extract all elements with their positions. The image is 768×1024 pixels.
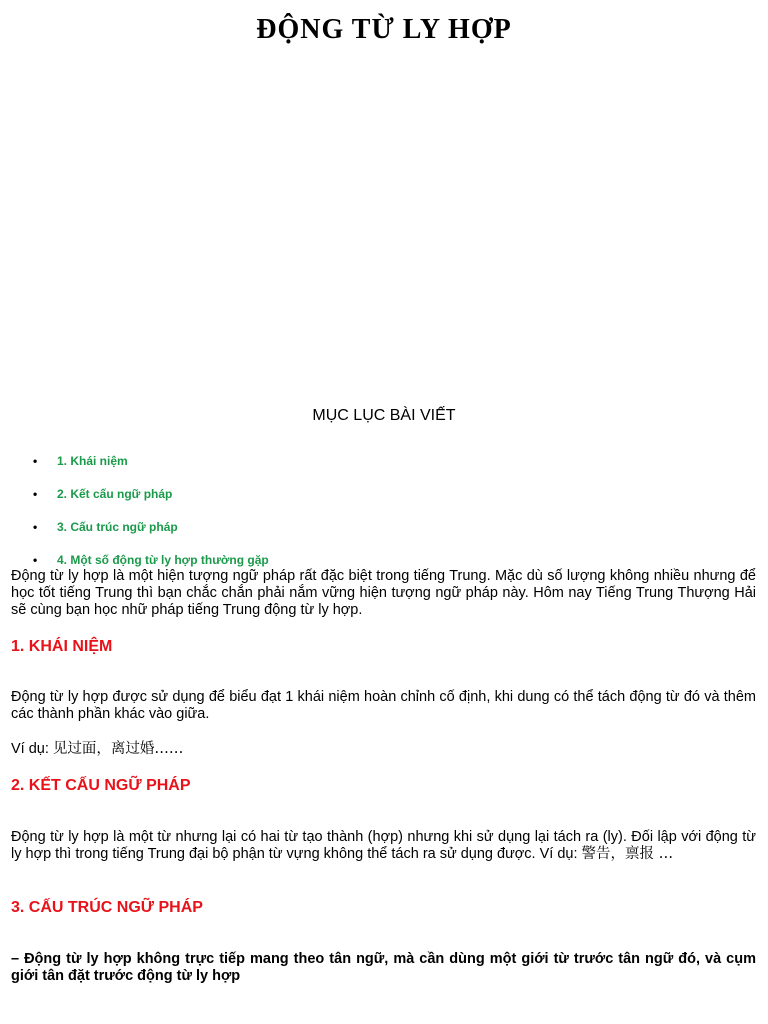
page-title: ĐỘNG TỪ LY HỢP — [256, 14, 512, 45]
section-3-rule: – Động từ ly hợp không trực tiếp mang theo tân ngữ, mà cần dùng một giới từ trước tân ngữ đó, và cụm giới tân đặt trước động từ ly hợp — [11, 951, 756, 984]
toc-item-3[interactable] — [33, 520, 533, 534]
toc-link-label[interactable]: 4. Một số động từ ly hợp thường gặp — [57, 553, 269, 567]
bullet-icon: • — [33, 487, 38, 501]
section-1-paragraph: Động từ ly hợp được sử dụng để biểu đạt 1 khái niệm hoàn chỉnh cố định, khi dung có thể tách động từ đó và thêm các thành phần khác vào giữa. — [11, 689, 756, 722]
toc-link-label[interactable]: 2. Kết cấu ngữ pháp — [57, 487, 173, 501]
section-3-heading: 3. CẤU TRÚC NGỮ PHÁP — [11, 899, 203, 916]
toc-link-label[interactable]: 1. Khái niệm — [57, 454, 128, 468]
section-2-heading: 2. KẾT CẤU NGỮ PHÁP — [11, 777, 191, 794]
bullet-icon: • — [33, 454, 38, 468]
toc-heading: MỤC LỤC BÀI VIẾT — [312, 407, 456, 424]
intro-paragraph: Động từ ly hợp là một hiện tượng ngữ pháp rất đặc biệt trong tiếng Trung. Mặc dù số lượng không nhiều nhưng để học tốt tiếng Trung thì bạn chắc chắn phải nắm vững hiện tượng ngữ pháp này. Hôm nay Tiếng Trung Thượng Hải sẽ cùng bạn học nhữ pháp tiếng Trung động từ ly hợp. — [11, 568, 756, 618]
example-label: Ví dụ: — [11, 741, 53, 757]
toc-item-1[interactable] — [33, 454, 533, 468]
example-text: 见过面，离过婚…… — [52, 741, 184, 757]
section-2-text: Động từ ly hợp là một từ nhưng lại có hai từ tạo thành (hợp) nhưng khi sử dụng lại tách ra (ly). Đối lập với động từ ly hợp thì trong tiếng Trung đại bộ phận từ vựng không thể tách ra sử dụng được. Ví dụ: — [11, 829, 756, 862]
section-1-heading: 1. KHÁI NIỆM — [11, 638, 113, 655]
toc-item-4[interactable] — [33, 553, 533, 567]
toc-link-label[interactable]: 3. Cấu trúc ngữ pháp — [57, 520, 178, 534]
section-2-example: 警告，禀报 … — [581, 846, 674, 862]
section-2-paragraph — [11, 829, 756, 863]
bullet-icon: • — [33, 520, 38, 534]
section-1-example — [11, 741, 756, 758]
toc-item-2[interactable] — [33, 487, 533, 501]
bullet-icon: • — [33, 553, 38, 567]
